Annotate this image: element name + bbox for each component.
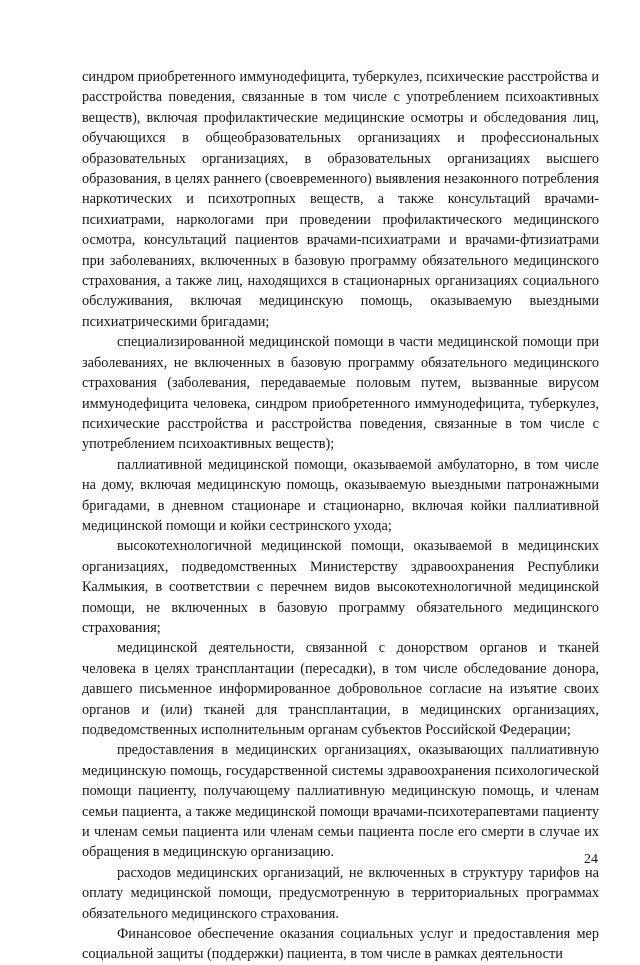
paragraph-psychological-help: предоставления в медицинских организациях, оказывающих паллиативную медицинскую помощь, государственной системы здравоохранения психологической помощи пациенту, получающему паллиативную медицинскую помощь, и членам семьи пациента, а также медицинской помощи врачами-психотерапевтами пациенту и членам семьи пациента или членам семьи пациента после его смерти в случае их обращения в медицинскую организацию.	[82, 742, 599, 861]
paragraph-palliative-care: паллиативной медицинской помощи, оказываемой амбулаторно, в том числе на дому, включая медицинскую помощь, оказываемую выездными патронажными бригадами, в дневном стационаре и стационарно, включая койки паллиативной медицинской помощи и койки сестринского ухода;	[82, 456, 599, 534]
page-number: 24	[584, 852, 598, 867]
paragraph-continued: синдром приобретенного иммунодефицита, туберкулез, психические расстройства и расстройства поведения, связанные в том числе с употреблением психоактивных веществ), включая профилактические медицинские осмотры и обследования лиц, обучающихся в общеобразовательных организациях и профессиональных образовательных организациях, в образовательных организациях высшего образования, в целях раннего (своевременного) выявления незаконного потребления наркотических и психотропных веществ, а также консультаций врачами-психиатрами, наркологами при проведении профилактического медицинского осмотра, консультаций пациентов врачами-психиатрами и врачами-фтизиатрами при заболеваниях, включенных в базовую программу обязательного медицинского страхования, а также лиц, находящихся в стационарных организациях социального обслуживания, включая медицинскую помощь, оказываемую выездными психиатрическими бригадами;	[82, 69, 599, 330]
paragraph-specialized-care: специализированной медицинской помощи в части медицинской помощи при заболеваниях, не включенных в базовую программу обязательного медицинского страхования (заболевания, передаваемые половым путем, вызванные вирусом иммунодефицита человека, синдром приобретенного иммунодефицита, туберкулез, психические расстройства и расстройства поведения, связанные в том числе с употреблением психоактивных веществ);	[82, 334, 599, 453]
paragraph-social-services: Финансовое обеспечение оказания социальных услуг и предоставления мер социальной защиты (поддержки) пациента, в том числе в рамках деятельности	[82, 926, 599, 963]
paragraph-organ-donation: медицинской деятельности, связанной с донорством органов и тканей человека в целях трансплантации (пересадки), в том числе обследование донора, давшего письменное информированное добровольное согласие на изъятие своих органов и (или) тканей для трансплантации, в медицинских организациях, подведомственных исполнительным органам субъектов Российской Федерации;	[82, 640, 599, 738]
paragraph-organization-expenses: расходов медицинских организаций, не включенных в структуру тарифов на оплату медицинской помощи, предусмотренную в территориальных программах обязательного медицинского страхования.	[82, 864, 599, 922]
document-body	[82, 67, 599, 965]
paragraph-high-tech-care: высокотехнологичной медицинской помощи, оказываемой в медицинских организациях, подведомственных Министерству здравоохранения Республики Калмыкия, в соответствии с перечнем видов высокотехнологичной медицинской помощи, не включенных в базовую программу обязательного медицинского страхования;	[82, 538, 599, 636]
